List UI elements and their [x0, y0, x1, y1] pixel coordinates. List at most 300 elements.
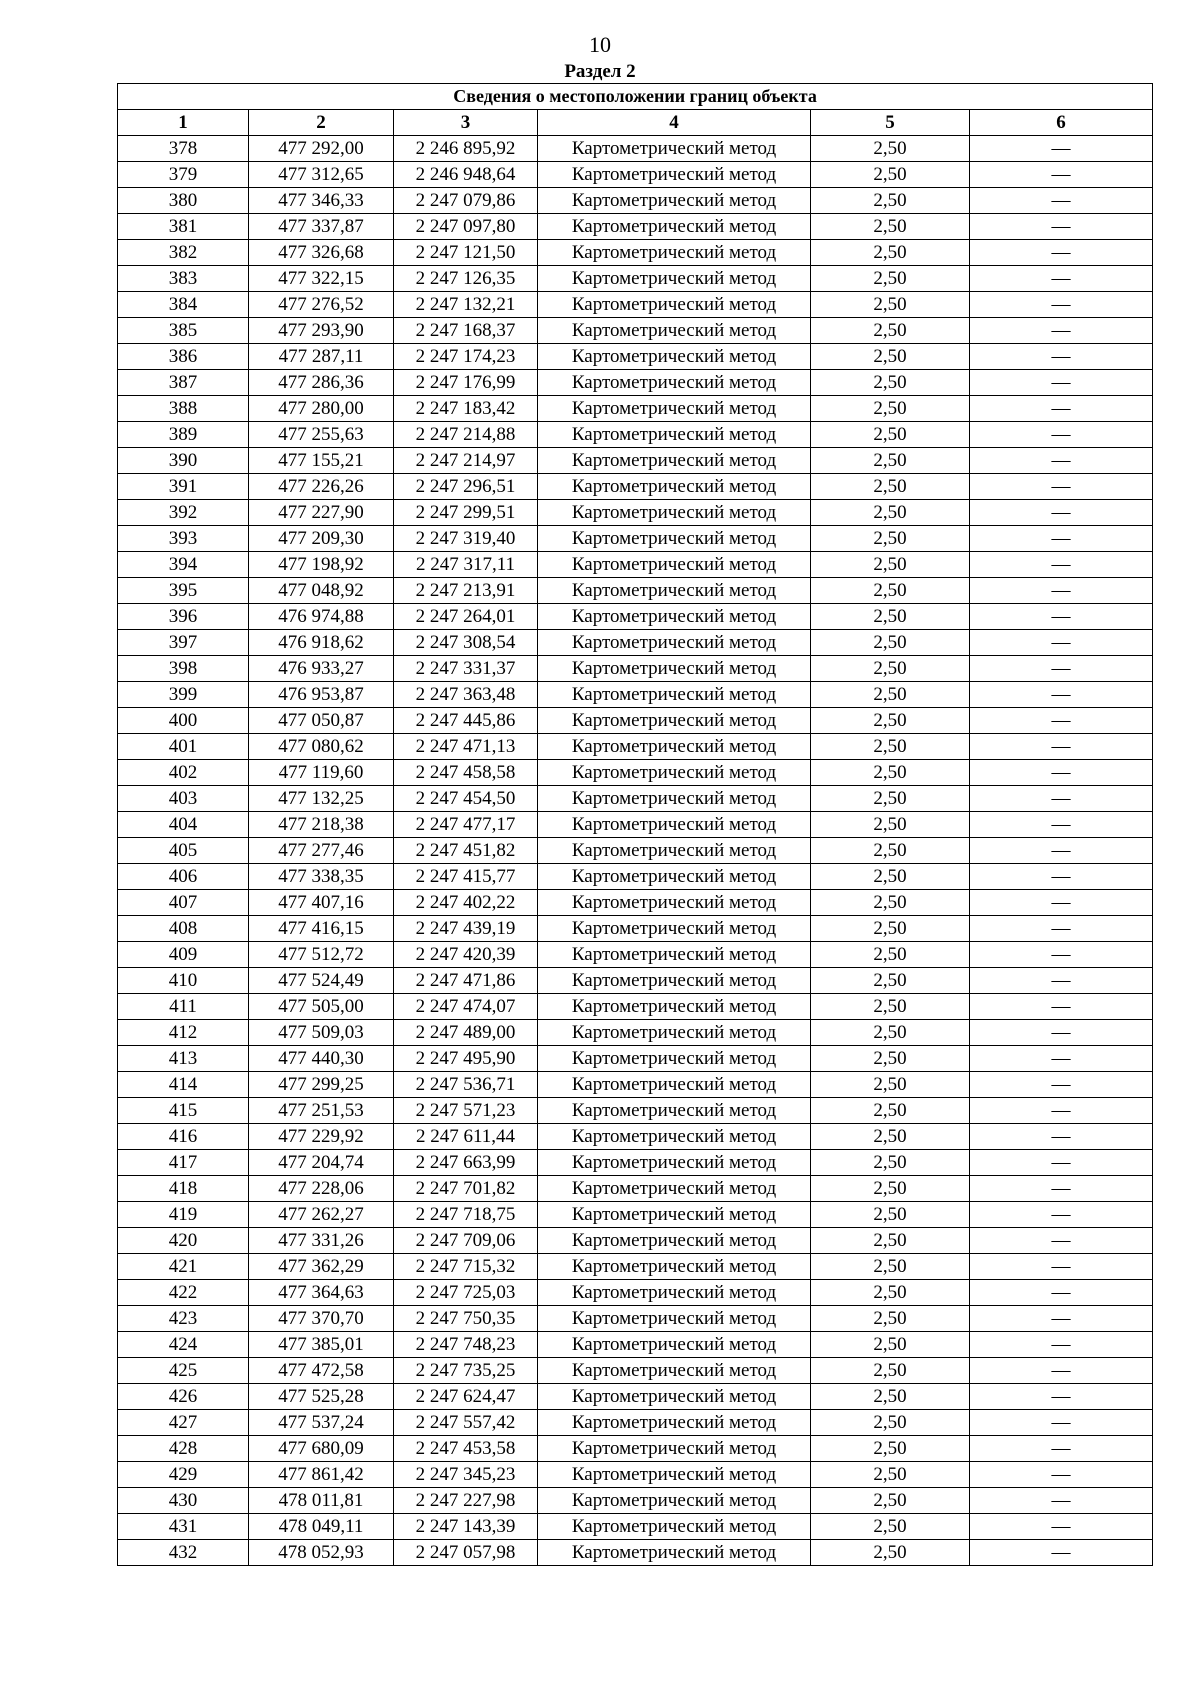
y-coordinate-cell: 2 247 420,39 — [394, 942, 538, 968]
accuracy-cell: 2,50 — [811, 136, 970, 162]
description-cell: — — [970, 188, 1153, 214]
x-coordinate-cell: 477 385,01 — [249, 1332, 394, 1358]
description-cell: — — [970, 1072, 1153, 1098]
point-number-cell: 410 — [118, 968, 249, 994]
point-number-cell: 393 — [118, 526, 249, 552]
description-cell: — — [970, 370, 1153, 396]
description-cell: — — [970, 578, 1153, 604]
accuracy-cell: 2,50 — [811, 1436, 970, 1462]
y-coordinate-cell: 2 247 624,47 — [394, 1384, 538, 1410]
column-header: 1 — [118, 110, 249, 136]
accuracy-cell: 2,50 — [811, 1150, 970, 1176]
method-cell: Картометрический метод — [538, 656, 811, 682]
point-number-cell: 399 — [118, 682, 249, 708]
accuracy-cell: 2,50 — [811, 1228, 970, 1254]
accuracy-cell: 2,50 — [811, 214, 970, 240]
description-cell: — — [970, 1098, 1153, 1124]
point-number-cell: 385 — [118, 318, 249, 344]
y-coordinate-cell: 2 247 057,98 — [394, 1540, 538, 1566]
method-cell: Картометрический метод — [538, 396, 811, 422]
table-row — [118, 162, 1153, 188]
method-cell: Картометрический метод — [538, 942, 811, 968]
accuracy-cell: 2,50 — [811, 1098, 970, 1124]
x-coordinate-cell: 477 132,25 — [249, 786, 394, 812]
description-cell: — — [970, 552, 1153, 578]
table-row — [118, 370, 1153, 396]
method-cell: Картометрический метод — [538, 1462, 811, 1488]
x-coordinate-cell: 476 918,62 — [249, 630, 394, 656]
description-cell: — — [970, 1254, 1153, 1280]
method-cell: Картометрический метод — [538, 552, 811, 578]
method-cell: Картометрический метод — [538, 838, 811, 864]
point-number-cell: 404 — [118, 812, 249, 838]
table-row — [118, 1228, 1153, 1254]
y-coordinate-cell: 2 247 445,86 — [394, 708, 538, 734]
table-row — [118, 474, 1153, 500]
accuracy-cell: 2,50 — [811, 1540, 970, 1566]
point-number-cell: 390 — [118, 448, 249, 474]
y-coordinate-cell: 2 247 458,58 — [394, 760, 538, 786]
description-cell: — — [970, 136, 1153, 162]
table-row — [118, 292, 1153, 318]
y-coordinate-cell: 2 247 214,97 — [394, 448, 538, 474]
description-cell: — — [970, 396, 1153, 422]
x-coordinate-cell: 477 322,15 — [249, 266, 394, 292]
x-coordinate-cell: 477 218,38 — [249, 812, 394, 838]
x-coordinate-cell: 477 407,16 — [249, 890, 394, 916]
y-coordinate-cell: 2 247 299,51 — [394, 500, 538, 526]
accuracy-cell: 2,50 — [811, 1358, 970, 1384]
accuracy-cell: 2,50 — [811, 1280, 970, 1306]
y-coordinate-cell: 2 247 319,40 — [394, 526, 538, 552]
point-number-cell: 396 — [118, 604, 249, 630]
point-number-cell: 389 — [118, 422, 249, 448]
table-row — [118, 760, 1153, 786]
point-number-cell: 413 — [118, 1046, 249, 1072]
method-cell: Картометрический метод — [538, 630, 811, 656]
description-cell: — — [970, 1488, 1153, 1514]
table-row — [118, 630, 1153, 656]
method-cell: Картометрический метод — [538, 968, 811, 994]
accuracy-cell: 2,50 — [811, 942, 970, 968]
accuracy-cell: 2,50 — [811, 578, 970, 604]
accuracy-cell: 2,50 — [811, 734, 970, 760]
method-cell: Картометрический метод — [538, 578, 811, 604]
x-coordinate-cell: 477 512,72 — [249, 942, 394, 968]
method-cell: Картометрический метод — [538, 812, 811, 838]
table-row — [118, 1436, 1153, 1462]
method-cell: Картометрический метод — [538, 682, 811, 708]
point-number-cell: 401 — [118, 734, 249, 760]
y-coordinate-cell: 2 247 725,03 — [394, 1280, 538, 1306]
table-row — [118, 1488, 1153, 1514]
y-coordinate-cell: 2 247 495,90 — [394, 1046, 538, 1072]
y-coordinate-cell: 2 247 402,22 — [394, 890, 538, 916]
method-cell: Картометрический метод — [538, 448, 811, 474]
point-number-cell: 428 — [118, 1436, 249, 1462]
description-cell: — — [970, 890, 1153, 916]
accuracy-cell: 2,50 — [811, 1488, 970, 1514]
description-cell: — — [970, 838, 1153, 864]
y-coordinate-cell: 2 246 948,64 — [394, 162, 538, 188]
description-cell: — — [970, 240, 1153, 266]
table-row — [118, 422, 1153, 448]
x-coordinate-cell: 477 364,63 — [249, 1280, 394, 1306]
x-coordinate-cell: 477 262,27 — [249, 1202, 394, 1228]
method-cell: Картометрический метод — [538, 188, 811, 214]
method-cell: Картометрический метод — [538, 760, 811, 786]
point-number-cell: 432 — [118, 1540, 249, 1566]
x-coordinate-cell: 477 119,60 — [249, 760, 394, 786]
description-cell: — — [970, 682, 1153, 708]
section-title: Раздел 2 — [564, 61, 636, 82]
y-coordinate-cell: 2 247 735,25 — [394, 1358, 538, 1384]
description-cell: — — [970, 292, 1153, 318]
accuracy-cell: 2,50 — [811, 1254, 970, 1280]
point-number-cell: 397 — [118, 630, 249, 656]
table-row — [118, 838, 1153, 864]
x-coordinate-cell: 477 292,00 — [249, 136, 394, 162]
x-coordinate-cell: 477 209,30 — [249, 526, 394, 552]
description-cell: — — [970, 1384, 1153, 1410]
accuracy-cell: 2,50 — [811, 786, 970, 812]
x-coordinate-cell: 477 228,06 — [249, 1176, 394, 1202]
accuracy-cell: 2,50 — [811, 1072, 970, 1098]
method-cell: Картометрический метод — [538, 1072, 811, 1098]
x-coordinate-cell: 478 011,81 — [249, 1488, 394, 1514]
point-number-cell: 426 — [118, 1384, 249, 1410]
accuracy-cell: 2,50 — [811, 656, 970, 682]
x-coordinate-cell: 477 155,21 — [249, 448, 394, 474]
accuracy-cell: 2,50 — [811, 500, 970, 526]
accuracy-cell: 2,50 — [811, 682, 970, 708]
y-coordinate-cell: 2 247 748,23 — [394, 1332, 538, 1358]
x-coordinate-cell: 477 229,92 — [249, 1124, 394, 1150]
accuracy-cell: 2,50 — [811, 812, 970, 838]
y-coordinate-cell: 2 247 121,50 — [394, 240, 538, 266]
method-cell: Картометрический метод — [538, 604, 811, 630]
accuracy-cell: 2,50 — [811, 864, 970, 890]
table-row — [118, 734, 1153, 760]
x-coordinate-cell: 477 251,53 — [249, 1098, 394, 1124]
description-cell: — — [970, 1332, 1153, 1358]
table-caption: Сведения о местоположении границ объекта — [118, 84, 1153, 110]
accuracy-cell: 2,50 — [811, 968, 970, 994]
y-coordinate-cell: 2 247 439,19 — [394, 916, 538, 942]
description-cell: — — [970, 656, 1153, 682]
point-number-cell: 386 — [118, 344, 249, 370]
point-number-cell: 387 — [118, 370, 249, 396]
method-cell: Картометрический метод — [538, 240, 811, 266]
x-coordinate-cell: 477 080,62 — [249, 734, 394, 760]
point-number-cell: 400 — [118, 708, 249, 734]
table-row — [118, 1358, 1153, 1384]
y-coordinate-cell: 2 247 489,00 — [394, 1020, 538, 1046]
accuracy-cell: 2,50 — [811, 1020, 970, 1046]
accuracy-cell: 2,50 — [811, 838, 970, 864]
point-number-cell: 383 — [118, 266, 249, 292]
y-coordinate-cell: 2 247 453,58 — [394, 1436, 538, 1462]
x-coordinate-cell: 477 280,00 — [249, 396, 394, 422]
point-number-cell: 381 — [118, 214, 249, 240]
accuracy-cell: 2,50 — [811, 526, 970, 552]
column-header: 3 — [394, 110, 538, 136]
accuracy-cell: 2,50 — [811, 1410, 970, 1436]
column-header: 2 — [249, 110, 394, 136]
description-cell: — — [970, 968, 1153, 994]
method-cell: Картометрический метод — [538, 1124, 811, 1150]
accuracy-cell: 2,50 — [811, 1046, 970, 1072]
point-number-cell: 417 — [118, 1150, 249, 1176]
y-coordinate-cell: 2 247 132,21 — [394, 292, 538, 318]
y-coordinate-cell: 2 247 317,11 — [394, 552, 538, 578]
y-coordinate-cell: 2 247 718,75 — [394, 1202, 538, 1228]
accuracy-cell: 2,50 — [811, 1462, 970, 1488]
accuracy-cell: 2,50 — [811, 1124, 970, 1150]
x-coordinate-cell: 477 204,74 — [249, 1150, 394, 1176]
description-cell: — — [970, 318, 1153, 344]
description-cell: — — [970, 916, 1153, 942]
table-row — [118, 864, 1153, 890]
description-cell: — — [970, 266, 1153, 292]
x-coordinate-cell: 477 286,36 — [249, 370, 394, 396]
table-row — [118, 500, 1153, 526]
x-coordinate-cell: 477 337,87 — [249, 214, 394, 240]
x-coordinate-cell: 477 509,03 — [249, 1020, 394, 1046]
description-cell: — — [970, 786, 1153, 812]
accuracy-cell: 2,50 — [811, 292, 970, 318]
y-coordinate-cell: 2 247 750,35 — [394, 1306, 538, 1332]
accuracy-cell: 2,50 — [811, 552, 970, 578]
point-number-cell: 405 — [118, 838, 249, 864]
description-cell: — — [970, 162, 1153, 188]
description-cell: — — [970, 942, 1153, 968]
x-coordinate-cell: 476 974,88 — [249, 604, 394, 630]
method-cell: Картометрический метод — [538, 1150, 811, 1176]
table-row — [118, 1306, 1153, 1332]
point-number-cell: 388 — [118, 396, 249, 422]
y-coordinate-cell: 2 247 477,17 — [394, 812, 538, 838]
y-coordinate-cell: 2 247 345,23 — [394, 1462, 538, 1488]
point-number-cell: 422 — [118, 1280, 249, 1306]
table-row — [118, 994, 1153, 1020]
accuracy-cell: 2,50 — [811, 448, 970, 474]
column-header: 5 — [811, 110, 970, 136]
point-number-cell: 382 — [118, 240, 249, 266]
y-coordinate-cell: 2 247 536,71 — [394, 1072, 538, 1098]
y-coordinate-cell: 2 247 471,13 — [394, 734, 538, 760]
accuracy-cell: 2,50 — [811, 760, 970, 786]
accuracy-cell: 2,50 — [811, 188, 970, 214]
y-coordinate-cell: 2 247 471,86 — [394, 968, 538, 994]
x-coordinate-cell: 477 440,30 — [249, 1046, 394, 1072]
method-cell: Картометрический метод — [538, 708, 811, 734]
accuracy-cell: 2,50 — [811, 240, 970, 266]
method-cell: Картометрический метод — [538, 994, 811, 1020]
point-number-cell: 408 — [118, 916, 249, 942]
description-cell: — — [970, 474, 1153, 500]
method-cell: Картометрический метод — [538, 162, 811, 188]
point-number-cell: 425 — [118, 1358, 249, 1384]
x-coordinate-cell: 478 049,11 — [249, 1514, 394, 1540]
method-cell: Картометрический метод — [538, 1306, 811, 1332]
accuracy-cell: 2,50 — [811, 994, 970, 1020]
method-cell: Картометрический метод — [538, 474, 811, 500]
accuracy-cell: 2,50 — [811, 1202, 970, 1228]
method-cell: Картометрический метод — [538, 1176, 811, 1202]
table-row — [118, 968, 1153, 994]
accuracy-cell: 2,50 — [811, 266, 970, 292]
method-cell: Картометрический метод — [538, 890, 811, 916]
method-cell: Картометрический метод — [538, 1540, 811, 1566]
accuracy-cell: 2,50 — [811, 396, 970, 422]
x-coordinate-cell: 477 416,15 — [249, 916, 394, 942]
table-row — [118, 1384, 1153, 1410]
x-coordinate-cell: 477 293,90 — [249, 318, 394, 344]
table-row — [118, 1462, 1153, 1488]
table-row — [118, 344, 1153, 370]
y-coordinate-cell: 2 247 474,07 — [394, 994, 538, 1020]
point-number-cell: 392 — [118, 500, 249, 526]
description-cell: — — [970, 422, 1153, 448]
description-cell: — — [970, 994, 1153, 1020]
page-number: 10 — [589, 32, 611, 57]
table-row — [118, 1280, 1153, 1306]
table-row — [118, 1202, 1153, 1228]
x-coordinate-cell: 477 370,70 — [249, 1306, 394, 1332]
table-row — [118, 656, 1153, 682]
accuracy-cell: 2,50 — [811, 604, 970, 630]
x-coordinate-cell: 477 255,63 — [249, 422, 394, 448]
y-coordinate-cell: 2 247 709,06 — [394, 1228, 538, 1254]
point-number-cell: 384 — [118, 292, 249, 318]
point-number-cell: 421 — [118, 1254, 249, 1280]
method-cell: Картометрический метод — [538, 1514, 811, 1540]
accuracy-cell: 2,50 — [811, 890, 970, 916]
point-number-cell: 430 — [118, 1488, 249, 1514]
y-coordinate-cell: 2 247 183,42 — [394, 396, 538, 422]
method-cell: Картометрический метод — [538, 1488, 811, 1514]
method-cell: Картометрический метод — [538, 344, 811, 370]
method-cell: Картометрический метод — [538, 864, 811, 890]
x-coordinate-cell: 477 861,42 — [249, 1462, 394, 1488]
y-coordinate-cell: 2 247 097,80 — [394, 214, 538, 240]
x-coordinate-cell: 477 277,46 — [249, 838, 394, 864]
point-number-cell: 418 — [118, 1176, 249, 1202]
table-row — [118, 812, 1153, 838]
point-number-cell: 420 — [118, 1228, 249, 1254]
point-number-cell: 391 — [118, 474, 249, 500]
point-number-cell: 415 — [118, 1098, 249, 1124]
method-cell: Картометрический метод — [538, 214, 811, 240]
y-coordinate-cell: 2 247 331,37 — [394, 656, 538, 682]
method-cell: Картометрический метод — [538, 500, 811, 526]
description-cell: — — [970, 630, 1153, 656]
description-cell: — — [970, 864, 1153, 890]
accuracy-cell: 2,50 — [811, 916, 970, 942]
point-number-cell: 395 — [118, 578, 249, 604]
y-coordinate-cell: 2 247 174,23 — [394, 344, 538, 370]
table-row — [118, 214, 1153, 240]
point-number-cell: 431 — [118, 1514, 249, 1540]
description-cell: — — [970, 1150, 1153, 1176]
method-cell: Картометрический метод — [538, 1228, 811, 1254]
y-coordinate-cell: 2 247 715,32 — [394, 1254, 538, 1280]
table-row — [118, 942, 1153, 968]
description-cell: — — [970, 1358, 1153, 1384]
x-coordinate-cell: 477 346,33 — [249, 188, 394, 214]
accuracy-cell: 2,50 — [811, 1176, 970, 1202]
point-number-cell: 407 — [118, 890, 249, 916]
y-coordinate-cell: 2 247 126,35 — [394, 266, 538, 292]
table-row — [118, 890, 1153, 916]
method-cell: Картометрический метод — [538, 786, 811, 812]
y-coordinate-cell: 2 247 168,37 — [394, 318, 538, 344]
column-header: 6 — [970, 110, 1153, 136]
x-coordinate-cell: 477 680,09 — [249, 1436, 394, 1462]
y-coordinate-cell: 2 247 557,42 — [394, 1410, 538, 1436]
y-coordinate-cell: 2 247 214,88 — [394, 422, 538, 448]
column-header: 4 — [538, 110, 811, 136]
x-coordinate-cell: 477 338,35 — [249, 864, 394, 890]
method-cell: Картометрический метод — [538, 1436, 811, 1462]
description-cell: — — [970, 1124, 1153, 1150]
x-coordinate-cell: 477 050,87 — [249, 708, 394, 734]
table-row — [118, 526, 1153, 552]
point-number-cell: 429 — [118, 1462, 249, 1488]
description-cell: — — [970, 448, 1153, 474]
x-coordinate-cell: 477 525,28 — [249, 1384, 394, 1410]
method-cell: Картометрический метод — [538, 370, 811, 396]
y-coordinate-cell: 2 247 296,51 — [394, 474, 538, 500]
description-cell: — — [970, 1540, 1153, 1566]
accuracy-cell: 2,50 — [811, 318, 970, 344]
y-coordinate-cell: 2 247 308,54 — [394, 630, 538, 656]
point-number-cell: 416 — [118, 1124, 249, 1150]
description-cell: — — [970, 1046, 1153, 1072]
x-coordinate-cell: 478 052,93 — [249, 1540, 394, 1566]
table-row — [118, 786, 1153, 812]
x-coordinate-cell: 477 537,24 — [249, 1410, 394, 1436]
x-coordinate-cell: 477 287,11 — [249, 344, 394, 370]
description-cell: — — [970, 1202, 1153, 1228]
method-cell: Картометрический метод — [538, 266, 811, 292]
y-coordinate-cell: 2 247 454,50 — [394, 786, 538, 812]
method-cell: Картометрический метод — [538, 318, 811, 344]
description-cell: — — [970, 734, 1153, 760]
x-coordinate-cell: 476 953,87 — [249, 682, 394, 708]
table-row — [118, 1514, 1153, 1540]
table-row — [118, 1124, 1153, 1150]
x-coordinate-cell: 477 331,26 — [249, 1228, 394, 1254]
method-cell: Картометрический метод — [538, 916, 811, 942]
description-cell: — — [970, 526, 1153, 552]
y-coordinate-cell: 2 247 571,23 — [394, 1098, 538, 1124]
accuracy-cell: 2,50 — [811, 370, 970, 396]
accuracy-cell: 2,50 — [811, 162, 970, 188]
y-coordinate-cell: 2 247 451,82 — [394, 838, 538, 864]
accuracy-cell: 2,50 — [811, 344, 970, 370]
method-cell: Картометрический метод — [538, 526, 811, 552]
table-row — [118, 1072, 1153, 1098]
description-cell: — — [970, 1280, 1153, 1306]
x-coordinate-cell: 477 472,58 — [249, 1358, 394, 1384]
y-coordinate-cell: 2 247 415,77 — [394, 864, 538, 890]
y-coordinate-cell: 2 247 264,01 — [394, 604, 538, 630]
point-number-cell: 394 — [118, 552, 249, 578]
y-coordinate-cell: 2 246 895,92 — [394, 136, 538, 162]
description-cell: — — [970, 760, 1153, 786]
